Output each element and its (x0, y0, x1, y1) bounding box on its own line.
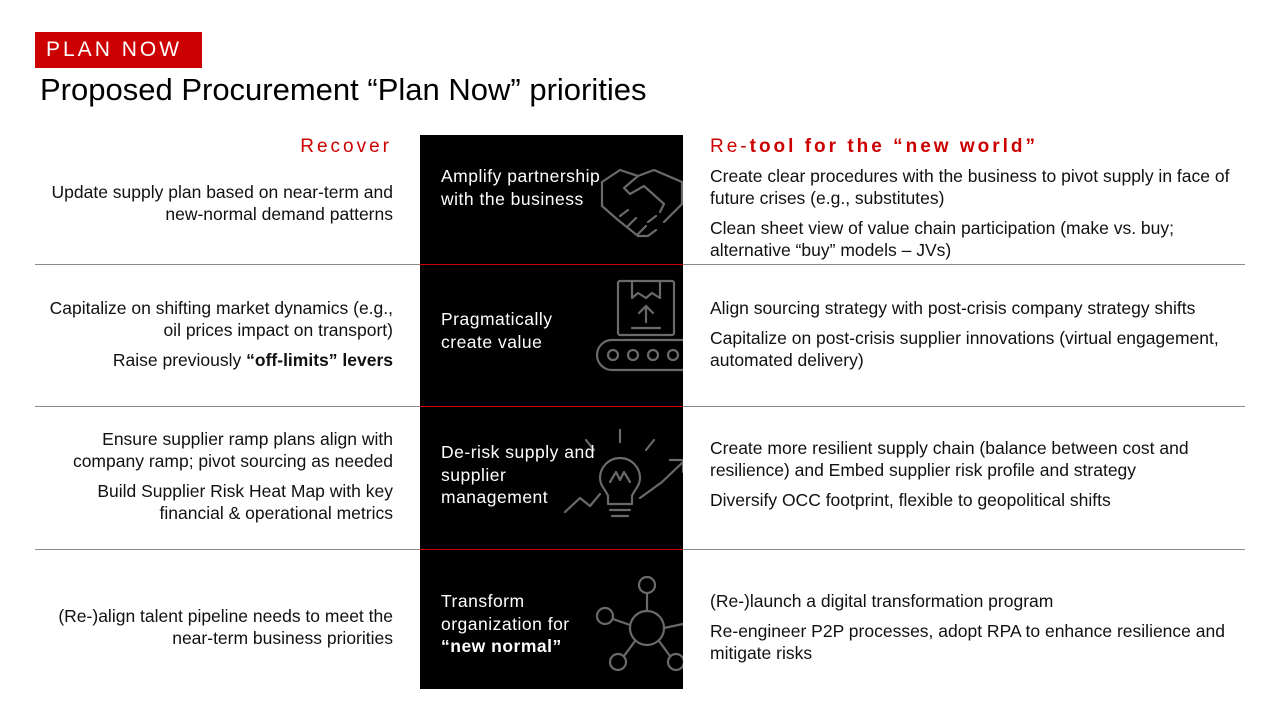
priority-label-row2: Pragmatically create value (441, 309, 553, 352)
retool-cell-row3 (710, 437, 1245, 511)
page-title: Proposed Procurement “Plan Now” priorities (40, 72, 647, 107)
row-divider (35, 264, 1245, 265)
recover-item: Capitalize on shifting market dynamics (e.g., oil prices impact on transport) (49, 298, 393, 340)
row-divider (35, 549, 1245, 550)
recover-item-bold: “off-limits” levers (246, 350, 393, 370)
retool-item: Capitalize on post-crisis supplier innovations (virtual engagement, automated delivery) (710, 328, 1219, 370)
recover-header: Recover (300, 136, 392, 157)
retool-item: Align sourcing strategy with post-crisis company strategy shifts (710, 298, 1196, 318)
recover-item: Build Supplier Risk Heat Map with key financial & operational metrics (97, 481, 393, 523)
row-divider (35, 406, 1245, 407)
handshake-icon (598, 160, 683, 245)
retool-item: Diversify OCC footprint, flexible to geopolitical shifts (710, 490, 1111, 510)
priority-label-row3: De-risk supply and supplier management (441, 442, 595, 507)
recover-item: Update supply plan based on near-term and new-normal demand patterns (51, 182, 393, 224)
retool-header-prefix: Re- (710, 136, 750, 157)
retool-item: Re-engineer P2P processes, adopt RPA to enhance resilience and mitigate risks (710, 621, 1225, 663)
priority-label-row4 (441, 590, 606, 658)
plan-now-tag: PLAN NOW (35, 32, 202, 68)
retool-header-bold: tool for the “new world” (749, 136, 1039, 157)
retool-cell-row4 (710, 590, 1245, 664)
retool-cell-row1 (710, 165, 1245, 261)
recover-item-text: Raise previously (112, 350, 247, 370)
retool-item: Create more resilient supply chain (balance between cost and resilience) and Embed supplier risk profile and strategy (710, 438, 1189, 480)
retool-item: (Re-)launch a digital transformation program (710, 591, 1054, 611)
conveyor-box-icon (596, 278, 683, 372)
retool-cell-row2 (710, 297, 1245, 371)
recover-cell-row2 (36, 297, 393, 371)
recover-cell-row4 (36, 605, 393, 649)
retool-item: Create clear procedures with the business to pivot supply in face of future crises (e.g., substitutes) (710, 166, 1230, 208)
recover-item: (Re-)align talent pipeline needs to meet the near-term business priorities (58, 606, 393, 648)
priority-label-row1: Amplify partnership with the business (441, 166, 601, 209)
priority-label-text: Transform organization for (441, 591, 570, 634)
priority-label-bold: “new normal” (441, 636, 562, 656)
recover-item: Ensure supplier ramp plans align with company ramp; pivot sourcing as needed (72, 429, 393, 471)
recover-cell-row1 (36, 181, 393, 225)
recover-item (36, 349, 393, 371)
retool-item: Clean sheet view of value chain participation (make vs. buy; alternative “buy” models – JVs) (710, 218, 1174, 260)
network-hub-icon (594, 574, 683, 674)
retool-header (710, 136, 1038, 158)
recover-cell-row3 (36, 428, 393, 524)
